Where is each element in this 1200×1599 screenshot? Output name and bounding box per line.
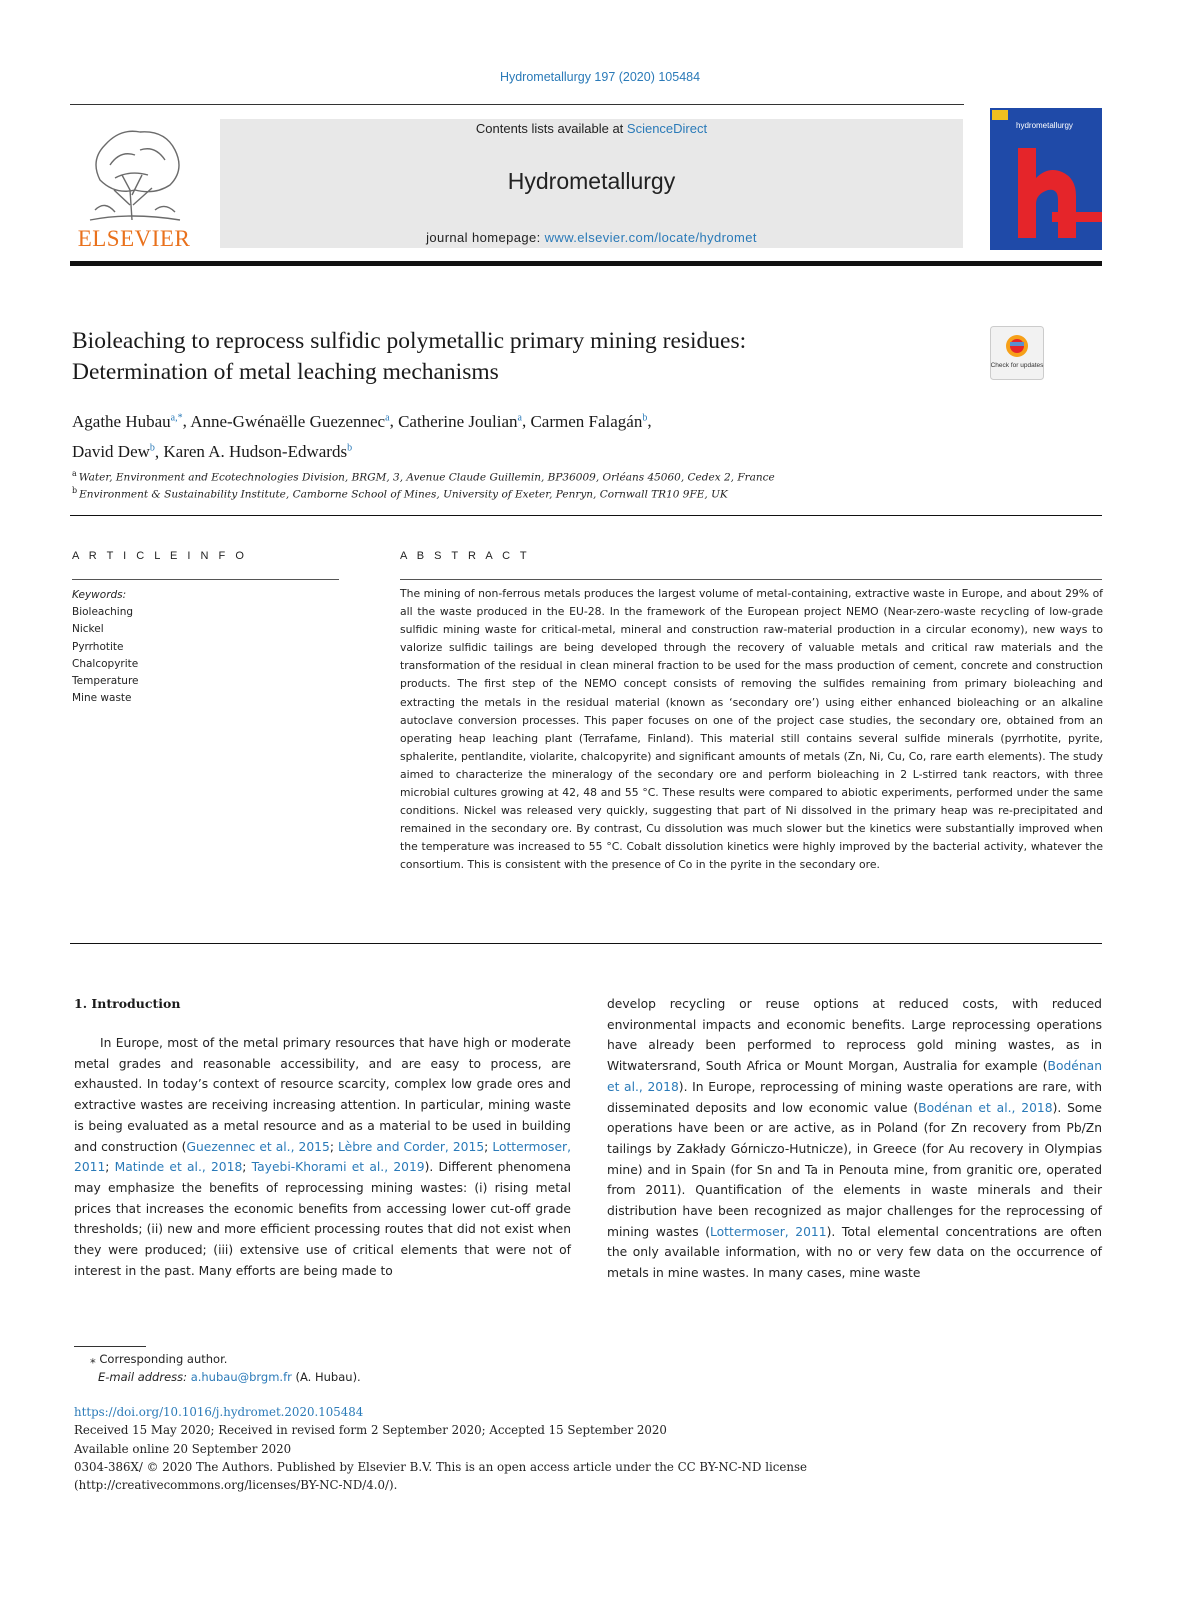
email-link[interactable]: a.hubau@brgm.fr (190, 1370, 292, 1384)
publication-info (74, 1403, 1074, 1494)
footnote-marker: ⁎ (90, 1352, 96, 1366)
keyword: Nickel (72, 623, 104, 636)
keyword: Mine waste (72, 692, 132, 705)
citation-link[interactable]: Lottermoser, 2011 (74, 1139, 571, 1175)
article-info-rule (72, 579, 339, 580)
email-label: E-mail address: (98, 1370, 188, 1384)
article-title-line-2: Determination of metal leaching mechanisms (72, 359, 499, 385)
body-text: ; (484, 1139, 493, 1154)
abstract-text: The mining of non-ferrous metals produces the largest volume of metal-containing, extractive waste in Europe, and about 29% of all the waste produced in the EU-28. In the framework of the European project NEMO (Near-zero-waste recycling of low-grade sulfidic mining waste for critical-metal, mineral and construction raw-material production in a circular economy), new ways to valorize sulfidic tailings are being developed through the recovery of valuable metals and critical raw materials and the transformation of the residual in clean mineral fraction to be used for the mass production of cement, concrete and construction products. The first step of the NEMO concept consists of removing the sulfides remaining from primary bioleaching and extracting the metals in the residual material (known as ‘secondary ore’) using either enhanced bioleaching or an alkaline autoclave conversion processes. This paper focuses on one of the project case studies, the secondary ore, obtained from an operating heap leaching plant (Terrafame, Finland). This material still contains several sulfide minerals (pyrrhotite, pyrite, sphalerite, pentlandite, violarite, chalcopyrite) and significant amounts of metals (Zn, Ni, Cu, Co, rare earth elements). The study aimed to characterize the mineralogy of the secondary ore and perform bioleaching in 2 L-stirred tank reactors, with three microbial cultures growing at 42, 48 and 55 °C. These results were compared to abiotic experiments, performed under the same conditions. Nickel was released very quickly, suggesting that part of Ni dissolved in the primary heap was re-precipitated and remained in the secondary ore. By contrast, Cu dissolution was much slower but the kinetics were substantially improved when the temperature was increased to 55 °C. Cobalt dissolution kinetics were highly improved by the bacterial activity, whatever the consortium. This is consistent with the presence of Co in the pyrite in the secondary ore. (400, 587, 1103, 872)
footnote-rule (74, 1346, 146, 1347)
keywords-label: Keywords: (72, 589, 127, 601)
available-online: Available online 20 September 2020 (74, 1441, 292, 1456)
section-rule (70, 515, 1102, 516)
body-text: ). Some operations have been or are active, as in Poland (for Zn recovery from Pb/Zn tailings by Zakłady Górniczo-Hutnicze), in Greece (for Au recovery in Olympias mine) and in Spain (for Sn and Ta in Penouta mine, from granitic ore, operated from 2011). Quantification of the elements in waste minerals and their distribution have been recognized as major challenges for the reprocessing of mining wastes ( (607, 1100, 1102, 1239)
journal-citation[interactable]: Hydrometallurgy 197 (2020) 105484 (499, 70, 701, 84)
author[interactable]: Agathe Hubau$^{a,*}$ (72, 411, 183, 431)
author[interactable]: Anne-Gwénaëlle Guezennec$^a$ (190, 411, 390, 431)
contents-prefix: Contents lists available at (475, 121, 627, 136)
homepage-line (220, 230, 963, 245)
journal-title: Hydrometallurgy (507, 168, 676, 194)
keywords-list (72, 587, 332, 707)
body-text: ). Different phenomena may emphasize the benefits of reprocessing mining wastes: (i) rising metal prices that increases the economic benefits from accessing lower cut-off grade thresholds; (ii) new and more efficient processing routes that did not exist when they were produced; (iii) extensive use of critical elements that were not of interest in the past. Many efforts are being made to (74, 1160, 571, 1278)
license-line-1: 0304-386X/ © 2020 The Authors. Published by Elsevier B.V. This is an open access article under the CC BY-NC-ND license (74, 1459, 807, 1474)
citation-link[interactable]: Bodénan et al., 2018 (918, 1100, 1053, 1115)
article-title-line-1: Bioleaching to reprocess sulfidic polymetallic primary mining residues: (72, 328, 747, 354)
keyword: Pyrrhotite (72, 640, 124, 653)
homepage-prefix: journal homepage: (426, 230, 545, 245)
body-text: In Europe, most of the metal primary resources that have high or moderate metal grades and reasonable accessibility, and are easy to process, are exhausted. In today’s context of resource scarcity, complex low grade ores and extractive wastes are receiving increasing attention. In particular, mining waste is being evaluated as a metal resource and as a material to be used in building and construction ( (74, 1036, 571, 1154)
affiliation-b: $^b$ Environment & Sustainability Institute, Camborne School of Mines, University of Exeter, Penryn, Cornwall TR10 9FE, UK (72, 486, 728, 501)
keyword: Temperature (72, 675, 139, 688)
author[interactable]: Karen A. Hudson-Edwards$^b$ (163, 442, 353, 462)
citation-link[interactable]: Matinde et al., 2018 (114, 1160, 243, 1175)
author[interactable]: David Dew$^b$ (72, 442, 155, 462)
affiliation-a: $^a$ Water, Environment and Ecotechnologies Division, BRGM, 3, Avenue Claude Guillemin, BP36009, Orléans 45060, Cedex 2, France (72, 469, 775, 484)
body-text: develop recycling or reuse options at reduced costs, with reduced environmental impacts and economic benefits. Large reprocessing operations have already been performed to reprocess gold mining wastes, as in Witwatersrand, South Africa or Mount Morgan, Australia for example ( (607, 997, 1102, 1074)
body-text: ; (242, 1160, 252, 1175)
header-thick-rule (70, 261, 1102, 266)
badge-text: Check for updates (990, 362, 1044, 369)
body-text: ; (105, 1160, 115, 1175)
journal-cover-image[interactable] (990, 108, 1102, 250)
keyword: Chalcopyrite (72, 657, 139, 670)
author[interactable]: Carmen Falagán$^b$ (530, 411, 648, 431)
body-text: ). In Europe, reprocessing of mining waste operations are rare, with disseminated deposits and low economic value ( (607, 1079, 1102, 1115)
citation-link[interactable]: Lèbre and Corder, 2015 (338, 1139, 485, 1154)
body-text: ). Total elemental concentrations are often the only available information, with no or very few data on the occurrence of metals in mine wastes. In many cases, mine waste (607, 1224, 1102, 1281)
article-info-heading: A R T I C L E I N F O (72, 550, 248, 562)
section-rule (70, 943, 1102, 944)
abstract-heading: A B S T R A C T (400, 550, 531, 562)
article-title (72, 326, 952, 388)
corresponding-author-note: Corresponding author. (99, 1352, 228, 1366)
contents-line (220, 121, 963, 136)
elsevier-wordmark: ELSEVIER (77, 226, 191, 251)
sciencedirect-link[interactable]: ScienceDirect (626, 121, 708, 136)
body-text: ; (329, 1139, 338, 1154)
header-rule (70, 104, 964, 105)
intro-right-column (607, 994, 1102, 1284)
introduction-heading: 1. Introduction (74, 996, 181, 1011)
homepage-link[interactable]: www.elsevier.com/locate/hydromet (544, 230, 757, 245)
intro-left-column (74, 1033, 571, 1281)
citation-link[interactable]: Guezennec et al., 2015 (186, 1139, 330, 1154)
keyword: Bioleaching (72, 606, 134, 619)
received-dates: Received 15 May 2020; Received in revised form 2 September 2020; Accepted 15 September 2020 (74, 1423, 667, 1438)
license-line-2: (http://creativecommons.org/licenses/BY-NC-ND/4.0/). (74, 1478, 398, 1493)
citation-link[interactable]: Tayebi-Khorami et al., 2019 (251, 1160, 425, 1175)
author[interactable]: Catherine Joulian$^a$ (398, 411, 522, 431)
abstract-rule (400, 579, 1102, 580)
cover-title: hydrometallurgy (1016, 121, 1073, 130)
citation-link[interactable]: Lottermoser, 2011 (710, 1224, 827, 1239)
email-suffix: (A. Hubau). (291, 1370, 361, 1384)
check-for-updates-badge[interactable] (990, 326, 1044, 380)
doi-link[interactable]: https://doi.org/10.1016/j.hydromet.2020.105484 (74, 1405, 364, 1419)
footnote (90, 1350, 690, 1386)
citation-link[interactable]: Bodénan et al., 2018 (607, 1059, 1102, 1094)
author-list: Agathe Hubau$^{a,*}$, Anne-Gwénaëlle Guezennec$^a$, Catherine Joulian$^a$, Carmen Falagán$^b$, David Dew$^b$, Karen A. Hudson-Edwards$^b$ (72, 411, 652, 462)
